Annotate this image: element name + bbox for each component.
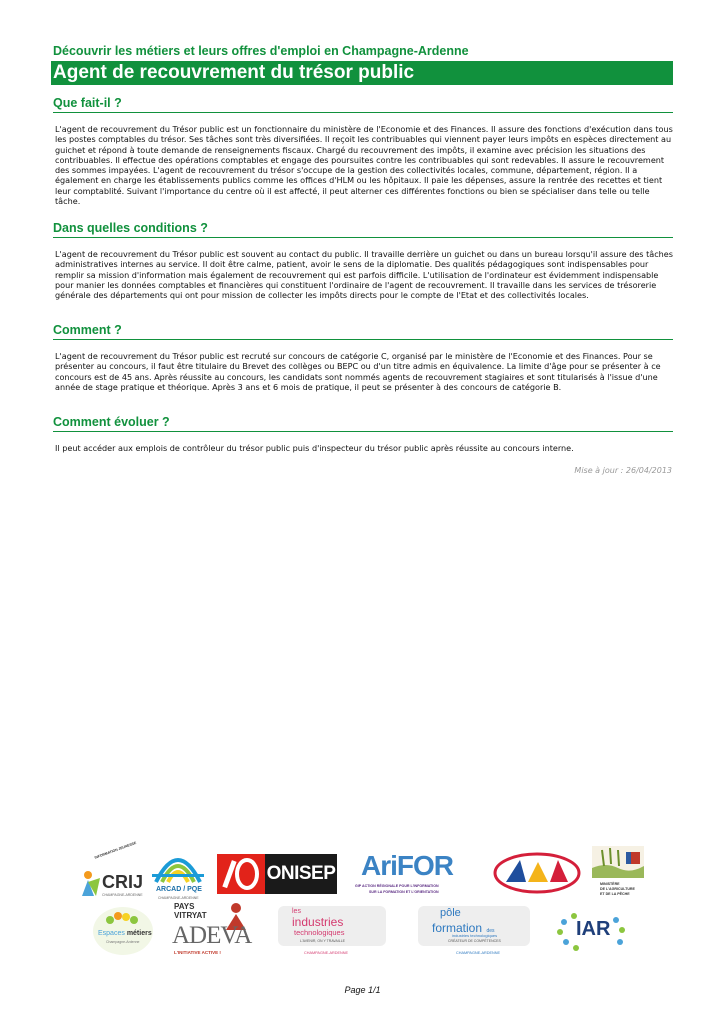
arifor-logo	[355, 850, 475, 900]
industries-tag: L'AVENIR, ON Y TRAVAILLE	[300, 939, 346, 943]
industries-line3: technologiques	[294, 928, 345, 937]
pole-line3: des	[486, 928, 495, 934]
pole-sub: CHAMPAGNE-ARDENNE	[456, 951, 501, 955]
espaces-metiers-sub: Champagne-Ardenne	[106, 940, 140, 944]
industries-line1: les	[292, 908, 301, 915]
arcad-logo	[152, 844, 204, 904]
ministere-line1: MINISTÈRE	[600, 882, 620, 886]
crij-tagline: INFORMATION JEUNESSE	[94, 840, 137, 860]
adeva-name: ADEVA	[172, 922, 252, 949]
section-heading: Comment ?	[53, 323, 673, 340]
metiers-word: métiers	[126, 930, 152, 937]
section-body: L'agent de recouvrement du Trésor public est recruté sur concours de catégorie C, organisé par le ministère de l'Economie et des Finances. Pour se présenter au concours, il faut être titulaire du Brevet des collèges ou BEPC ou d'un titre admis en équivalence. La limite d'âge pour se présenter à ce concours est de 45 ans. Après réussite au concours, les candidats sont nommés agents de recouvrement stagiaires et sont titularisés à l'issue d'une année de stage pratique et théorique. Après 3 ans et 6 mois de pratique, il peut se présenter à des concours de catégorie B.	[55, 351, 661, 392]
page-supertitle: Découvrir les métiers et leurs offres d'emploi en Champagne-Ardenne	[53, 44, 469, 58]
pole-line2: formation	[432, 921, 483, 935]
ministere-line3: ET DE LA PÊCHE	[600, 892, 630, 896]
industries-technologiques-logo	[278, 906, 386, 958]
iar-name: IAR	[576, 918, 611, 940]
arcad-sub: CHAMPAGNE-ARDENNE	[158, 896, 199, 900]
crij-sub: CHAMPAGNE-ARDENNE	[102, 893, 143, 897]
crij-logo	[80, 840, 146, 902]
section-comment-evoluer	[53, 415, 673, 453]
onisep-symbol-icon	[217, 854, 265, 894]
arifor-sub2: SUR LA FORMATION ET L'ORIENTATION	[369, 890, 439, 894]
onisep-mark	[217, 854, 265, 894]
crij-name: CRIJ	[102, 872, 144, 892]
cma-logo	[492, 852, 582, 894]
arcad-arch-icon	[152, 844, 204, 884]
cma-emblem-icon	[492, 852, 582, 894]
espaces-metiers-name	[98, 930, 152, 937]
last-update-date: Mise à jour : 26/04/2013	[574, 466, 672, 475]
ministere-landscape-icon	[592, 846, 644, 878]
onisep-name: ONISEP	[265, 854, 337, 894]
pole-line4: industries technologiques	[452, 933, 498, 938]
section-body: L'agent de recouvrement du Trésor public est souvent au contact du public. Il travaille derrière un guichet ou dans un bureau lorsqu'il assure des tâches administratives internes au service. Il doit être calme, patient, avoir le sens de la diplomatie. Des qualités pédagogiques sont indispensables pour remplir sa mission d'information mais également de recouvrement qui est parfois difficile. L'utilisation de l'ordinateur est évidemment indispensable pour manier les données comptables et financières qui constituent l'ordinaire de l'agent de recouvrement. Il travaille dans les services de trésorerie générale des départements qui ont pour mission de collecter les impôts directs pour le compte de l'Etat et des collectivités locales.	[55, 249, 674, 301]
section-body: L'agent de recouvrement du Trésor public est un fonctionnaire du ministère de l'Economie et des Finances. Il assure des fonctions d'exécution dans tous les postes comptables du trésor. Ses tâches sont très diversifiées. Il reçoit les contribuables qui viennent payer leurs impôts en espèces directement au guichet et répond à toute demande de renseignements fiscaux. Chargé du recouvrement des impôts, il examine avec précision les situations des contribuables. Il effectue des opérations comptables et engage des poursuites contre les contribuables qui sont redevables. Il assure le recouvrement des sommes impayées. L'agent de recouvrement du trésor s'occupe de la gestion des collectivités locales, commune, département, région. Il a également en charge les établissements publics comme les offices d'HLM ou les hôpitaux. Il paie les dépenses, assure la rentrée des recettes et tient leur comptablité. Suivant l'importance du centre où il est affecté, il peut alterner ces différentes fonctions ou bien se spécialiser dans telle ou telle tâche.	[55, 124, 673, 207]
ministere-logo	[592, 846, 644, 902]
pole-line1: pôle	[440, 907, 461, 919]
section-body: Il peut accéder aux emplois de contrôleur du trésor public puis d'inspecteur du trésor public après réussite au concours interne.	[55, 443, 574, 453]
pole-tag: CRÉATEUR DE COMPÉTENCES	[448, 939, 501, 943]
page-title: Agent de recouvrement du trésor public	[51, 61, 673, 85]
partner-logos	[0, 840, 725, 970]
espaces-word: Espaces	[98, 930, 125, 937]
espaces-metiers-logo	[92, 906, 154, 956]
section-que-fait-il	[53, 96, 673, 206]
onisep-logo	[217, 854, 337, 894]
adeva-top2: VITRYAT	[174, 911, 207, 920]
arifor-name: AriFOR	[361, 850, 453, 881]
ministere-line2: DE L'AGRICULTURE	[600, 887, 635, 891]
arifor-sub1: GIP ACTION RÉGIONALE POUR L'INFORMATION	[355, 884, 439, 888]
pole-formation-logo	[418, 906, 530, 958]
section-heading: Comment évoluer ?	[53, 415, 673, 432]
iar-logo	[554, 910, 630, 954]
industries-sub: CHAMPAGNE-ARDENNE	[304, 951, 349, 955]
crij-figure-icon	[80, 870, 102, 896]
adeva-top1: PAYS	[174, 902, 195, 911]
page-number: Page 1/1	[344, 985, 381, 995]
adeva-sub: L'INITIATIVE ACTIVE !	[174, 950, 221, 955]
industries-line2: industries	[292, 915, 344, 929]
adeva-logo	[172, 902, 252, 960]
section-heading: Que fait-il ?	[53, 96, 673, 113]
section-comment	[53, 323, 673, 392]
cma-name	[492, 852, 494, 853]
section-conditions	[53, 221, 673, 300]
section-heading: Dans quelles conditions ?	[53, 221, 673, 238]
arcad-name: ARCAD / PQE	[156, 886, 202, 893]
